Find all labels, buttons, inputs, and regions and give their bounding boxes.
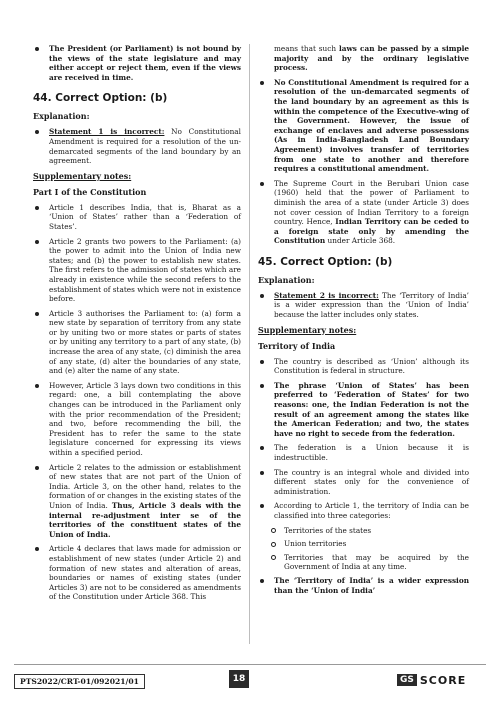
column-divider [249,44,250,644]
berubari-text: The Supreme Court in the Berubari Union case (1960) held that the power of Parliament to diminish the area of a state (under Article 3) does not cover cession of Indian Territory to a foreign country. Hence, [274,178,469,227]
page-number: 18 [229,670,249,688]
territory-bullet-2: The phrase ‘Union of States’ has been preferred to ‘Federation of States’ for two reasons: one, the Indian Federation is not the result of an agreement among the states like the American Federation; and two, the states have no right to secede from the federation. [258,381,469,439]
territory-bullet-1: The country is described as ‘Union’ although its Constitution is federal in structure. [258,357,469,376]
logo-gs: GS [397,674,417,686]
berubari-bold: Indian Territory can be ceded to a foreign state only by amending the Constitution [274,217,469,246]
q45-explanation-label: Explanation: [258,274,315,285]
q45-statement-rest: The ‘Territory of India’ is a wider expression than the ‘Union of India’ because the latter includes only states. [274,290,469,320]
footer-rule [14,664,486,665]
article-4-cont-bold: laws can be passed by a simple majority and by the ordinary legislative process. [274,44,469,73]
berubari-case-bullet [258,179,469,246]
territory-sub-3: Territories that may be acquired by the Government of India at any time. [258,553,469,572]
territory-bullet-4: The country is an integral whole and divided into different states only for the convenience of administration. [258,468,469,497]
q44-heading: 44. Correct Option: (b) [33,92,168,105]
q44-supplementary-label: Supplementary notes: [33,170,132,181]
article-4-continuation [274,44,469,73]
q44-explanation-label: Explanation: [33,111,90,122]
right-column [258,44,469,600]
territory-bullet-3: The federation is a Union because it is indestructible. [258,443,469,462]
territory-sub-2: Union territories [258,539,469,549]
article-4-cont-text: means that such [274,44,339,53]
article-2-vs-3-bullet [33,463,241,540]
q45-statement-lead: Statement 2 is incorrect: [274,290,379,300]
left-column [33,44,241,607]
article-2-bullet: Article 2 grants two powers to the Parliament: (a) the power to admit into the Union of India new states; and (b) the power to establish new states. The first refers to the admission of states which are already in existence while the second refers to the establishment of states which were not in existence before. [33,237,241,304]
q44-part-heading: Part I of the Constitution [33,186,147,197]
territory-bullet-6: The ‘Territory of India’ is a wider expression than the ‘Union of India’ [258,576,469,595]
gs-score-logo [397,672,481,688]
page-footer [0,668,500,698]
berubari-tail: under Article 368. [325,236,396,246]
logo-score: SCORE [419,673,467,687]
q44-statement-rest: No Constitutional Amendment is required for a resolution of the un-demarcated segments of the land boundary by an agreement. [49,127,241,166]
q45-part-heading: Territory of India [258,340,336,351]
q45-heading: 45. Correct Option: (b) [258,255,393,268]
article-4-bullet: Article 4 declares that laws made for admission or establishment of new states (under Article 2) and formation of new states and alteration of areas, boundaries or names of existing states (under Articles 3) are not to be considered as amendments of the Constitution under Article 368. This [33,544,241,602]
article-3-internal-readjustment: Thus, Article 3 deals with the internal re-adjustment inter se of the territories of the constituent states of the Union of India. [49,500,242,539]
footer-code: PTS2022/CRT-01/092021/01 [14,674,145,689]
article-3-conditions-bullet: However, Article 3 lays down two conditions in this regard: one, a bill contemplating the above changes can be introduced in the Parliament only with the prior recommendation of the President; and two, before recommending the bill, the President has to refer the same to the state legislature concerned for expressing its views within a specified period. [33,381,241,458]
no-amendment-bullet: No Constitutional Amendment is required for a resolution of the un-demarcated segments of the land boundary by an agreement as this is within the competence of the Executive-wing of the Government. However, the issue of exchange of enclaves and adverse possessions (As in India-Bangladesh Land Boundary Agreement) involves transfer of territories from one state to another and therefore requires a constitutional amendment. [258,78,469,174]
q45-supplementary-label: Supplementary notes: [258,324,357,335]
territory-sub-1: Territories of the states [258,526,469,536]
article-3-bullet: Article 3 authorises the Parliament to: (a) form a new state by separation of territory from any state or by uniting two or more states or parts of states or by uniting any territory to a part of any state, (b) increase the area of any state, (c) diminish the area of any state, (d) alter the boundaries of any state, and (e) alter the name of any state. [33,309,241,376]
territory-bullet-5: According to Article 1, the territory of India can be classified into three categories: [258,501,469,520]
article-2-vs-3-text: Article 2 relates to the admission or establishment of new states that are not part of the Union of India. Article 3, on the other hand, relates to the formation of or changes in the existing states of the Union of India. [49,462,241,510]
q44-statement [33,127,241,165]
article-1-bullet: Article 1 describes India, that is, Bharat as a ‘Union of States’ rather than a ‘Federation of States’. [33,203,241,232]
q44-statement-lead: Statement 1 is incorrect: [49,127,165,137]
q45-statement [258,291,469,320]
bullet-president-not-bound: The President (or Parliament) is not bound by the views of the state legislature and may either accept or reject them, even if the views are received in time. [33,44,241,82]
